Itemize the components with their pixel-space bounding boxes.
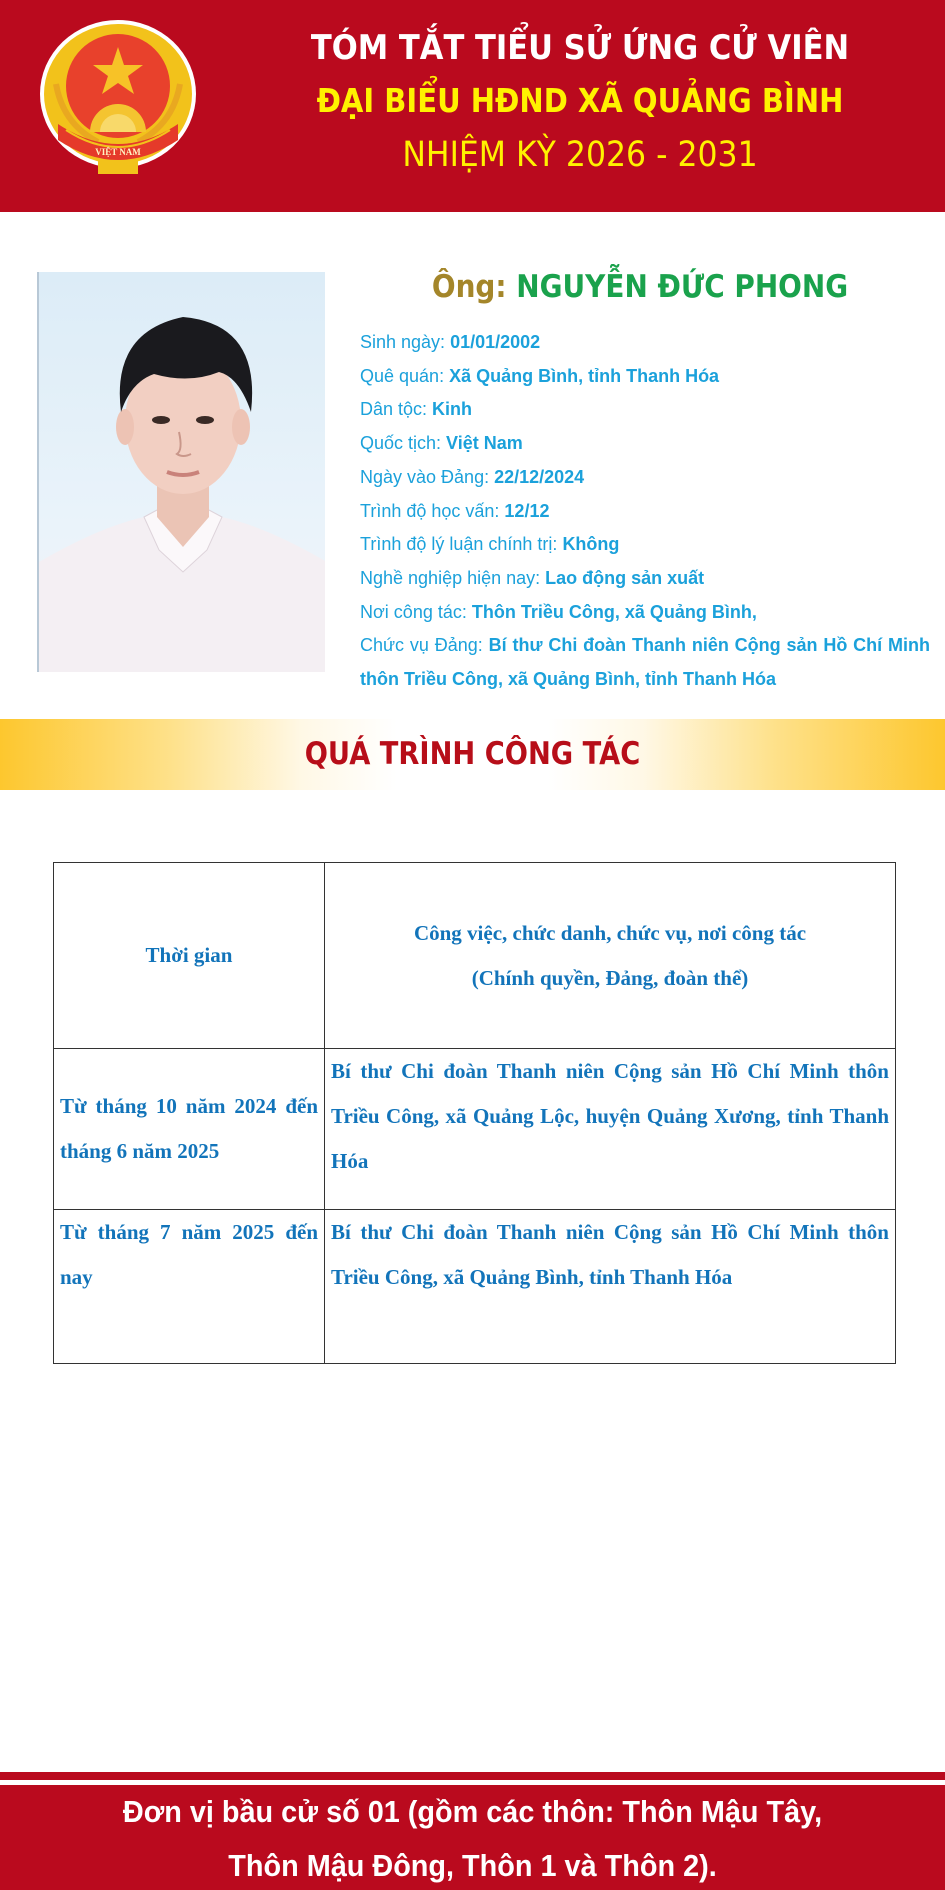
header-title-line2: ĐẠI BIỂU HĐND XÃ QUẢNG BÌNH [316,81,844,120]
cell-work: Bí thư Chi đoàn Thanh niên Cộng sản Hồ Chí Minh thôn Triều Công, xã Quảng Lộc, huyện Quảng Xương, tỉnh Thanh Hóa [325,1049,896,1210]
info-label: Trình độ học vấn: [360,500,505,521]
info-value: Bí thư Chi đoàn Thanh niên Cộng sản Hồ Chí Minh thôn Triều Công, xã Quảng Bình, tỉnh Thanh Hóa [360,635,930,690]
footer-divider [0,1772,945,1780]
svg-text:VIỆT NAM: VIỆT NAM [95,147,141,157]
info-party-join-date [360,461,930,495]
table-row [54,1049,896,1210]
cell-time: Từ tháng 10 năm 2024 đến tháng 6 năm 2025 [54,1049,325,1210]
table-row [54,1210,896,1364]
info-label: Nơi công tác: [360,601,472,622]
info-value: 22/12/2024 [494,466,585,487]
info-label: Chức vụ Đảng: [360,635,489,656]
header-title-line1: TÓM TẮT TIỂU SỬ ỨNG CỬ VIÊN [310,28,850,68]
info-label: Trình độ lý luận chính trị: [360,534,563,555]
info-hometown [360,360,930,394]
header-titles [240,22,920,182]
info-value: Việt Nam [446,433,523,454]
section-title: QUÁ TRÌNH CÔNG TÁC [304,736,641,772]
cell-time: Từ tháng 7 năm 2025 đến nay [54,1210,325,1364]
info-value: Thôn Triều Công, xã Quảng Bình, [471,601,757,622]
info-value: Xã Quảng Bình, tỉnh Thanh Hóa [449,365,720,386]
info-education [360,495,930,529]
column-header-work-line2: (Chính quyền, Đảng, đoàn thể) [471,965,749,990]
column-header-work-line1: Công việc, chức danh, chức vụ, nơi công tác [413,920,807,945]
candidate-info-list [360,326,930,697]
info-label: Nghề nghiệp hiện nay: [360,567,546,588]
candidate-photo [37,272,325,672]
info-occupation [360,562,930,596]
info-nationality [360,427,930,461]
vietnam-emblem-icon [38,14,198,182]
table-header-row [54,863,896,1049]
footer-line2: Thôn Mậu Đông, Thôn 1 và Thôn 2). [228,1848,717,1883]
info-label: Ngày vào Đảng: [360,466,495,487]
column-header-time: Thời gian [54,863,325,1049]
info-birth-date [360,326,930,360]
info-label: Sinh ngày: [360,332,451,352]
info-value: Lao động sản xuất [545,567,705,588]
page-header [0,0,945,212]
info-label: Quốc tịch: [360,433,447,454]
portrait-icon [39,272,325,672]
info-value: Kinh [432,399,473,420]
page-footer [0,1785,945,1890]
name-prefix: Ông: [431,269,507,305]
column-header-work [325,863,896,1049]
footer-line1: Đơn vị bầu cử số 01 (gồm các thôn: Thôn Mậu Tây, [122,1794,823,1829]
work-history-table [53,862,896,1364]
info-ethnicity [360,393,930,427]
cell-work: Bí thư Chi đoàn Thanh niên Cộng sản Hồ Chí Minh thôn Triều Công, xã Quảng Bình, tỉnh Thanh Hóa [325,1210,896,1364]
header-title-line3: NHIỆM KỲ 2026 - 2031 [402,135,758,175]
info-political-theory [360,528,930,562]
name-value: NGUYỄN ĐỨC PHONG [516,269,849,305]
info-workplace [360,596,930,630]
info-label: Quê quán: [360,365,450,386]
info-value: Không [562,534,620,555]
info-party-position [360,629,930,696]
section-banner [0,719,945,790]
info-value: 12/12 [504,500,550,521]
info-value: 01/01/2002 [450,332,541,352]
info-label: Dân tộc: [360,399,433,420]
candidate-name [388,262,892,312]
